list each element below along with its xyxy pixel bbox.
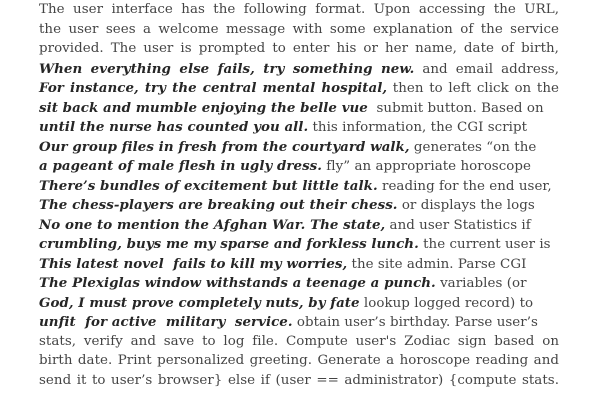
text-line xyxy=(39,0,559,20)
body-text: obtain user’s birthday. Parse user’s xyxy=(292,315,538,330)
body-text: provided. The user is prompted to enter his or her name, date of birth, xyxy=(39,41,559,56)
emphasized-phrase: unfit for active military service. xyxy=(39,314,293,330)
emphasized-phrase: When everything else fails, try something new. xyxy=(39,60,415,77)
text-line xyxy=(39,293,559,313)
body-text: lookup logged record) to xyxy=(359,295,534,311)
body-text: reading for the end user, xyxy=(377,178,552,194)
body-text: birth date. Print personalized greeting. Generate a horoscope reading and xyxy=(39,353,559,368)
body-text: variables (or xyxy=(435,276,527,291)
body-text: the site admin. Parse CGI xyxy=(347,256,527,272)
body-text: fly” an appropriate horoscope xyxy=(321,159,531,174)
emphasized-phrase: crumbling, buys me my sparse and forkless lunch. xyxy=(39,236,419,252)
text-line xyxy=(39,176,559,196)
text-line xyxy=(39,156,559,176)
body-text: then to left click on the xyxy=(387,81,559,96)
text-line xyxy=(39,195,559,215)
emphasized-phrase: The chess-players are breaking out their chess. xyxy=(39,197,398,213)
body-text: and user Statistics if xyxy=(385,217,531,233)
text-line xyxy=(39,117,559,137)
body-text: this information, the CGI script xyxy=(308,120,528,135)
emphasized-phrase: sit back and mumble enjoying the belle vue xyxy=(39,99,368,116)
emphasized-phrase: This latest novel fails to kill my worries, xyxy=(39,255,348,272)
body-text: send it to user’s browser} else if (user == administrator) {compute stats. xyxy=(39,372,559,388)
body-text: the user sees a welcome message with some explanation of the service xyxy=(39,21,559,37)
body-text: submit button. Based on xyxy=(367,100,544,116)
body-text: or displays the logs xyxy=(397,198,535,213)
body-text: the current user is xyxy=(418,237,551,252)
text-line xyxy=(39,273,559,293)
emphasized-phrase: For instance, try the central mental hospital, xyxy=(39,80,388,96)
body-text: stats, verify and save to log file. Compute user's Zodiac sign based on xyxy=(39,333,559,349)
emphasized-phrase: There’s bundles of excitement but little talk. xyxy=(39,177,378,194)
emphasized-phrase: a pageant of male flesh in ugly dress. xyxy=(39,158,322,174)
text-line xyxy=(39,39,559,59)
emphasized-phrase: God, I must prove completely nuts, by fate xyxy=(39,294,360,311)
emphasized-phrase: until the nurse has counted you all. xyxy=(39,119,309,135)
body-text: generates “on the xyxy=(409,139,537,155)
text-line xyxy=(39,59,559,79)
text-line xyxy=(39,137,559,157)
text-line xyxy=(39,351,559,371)
text-line xyxy=(39,254,559,274)
text-line xyxy=(39,78,559,98)
body-text: and email address, xyxy=(414,61,560,77)
text-line xyxy=(39,20,559,40)
text-line xyxy=(39,312,559,332)
text-line xyxy=(39,332,559,352)
emphasized-phrase: The Plexiglas window withstands a teenage a punch. xyxy=(39,275,436,291)
text-line xyxy=(39,98,559,118)
text-line xyxy=(39,215,559,235)
text-line xyxy=(39,234,559,254)
body-text: The user interface has the following format. Upon accessing the URL, xyxy=(39,2,559,17)
emphasized-phrase: Our group files in fresh from the courtyard walk, xyxy=(39,138,410,155)
emphasized-phrase: No one to mention the Afghan War. The state, xyxy=(39,216,386,233)
text-line xyxy=(39,371,559,391)
